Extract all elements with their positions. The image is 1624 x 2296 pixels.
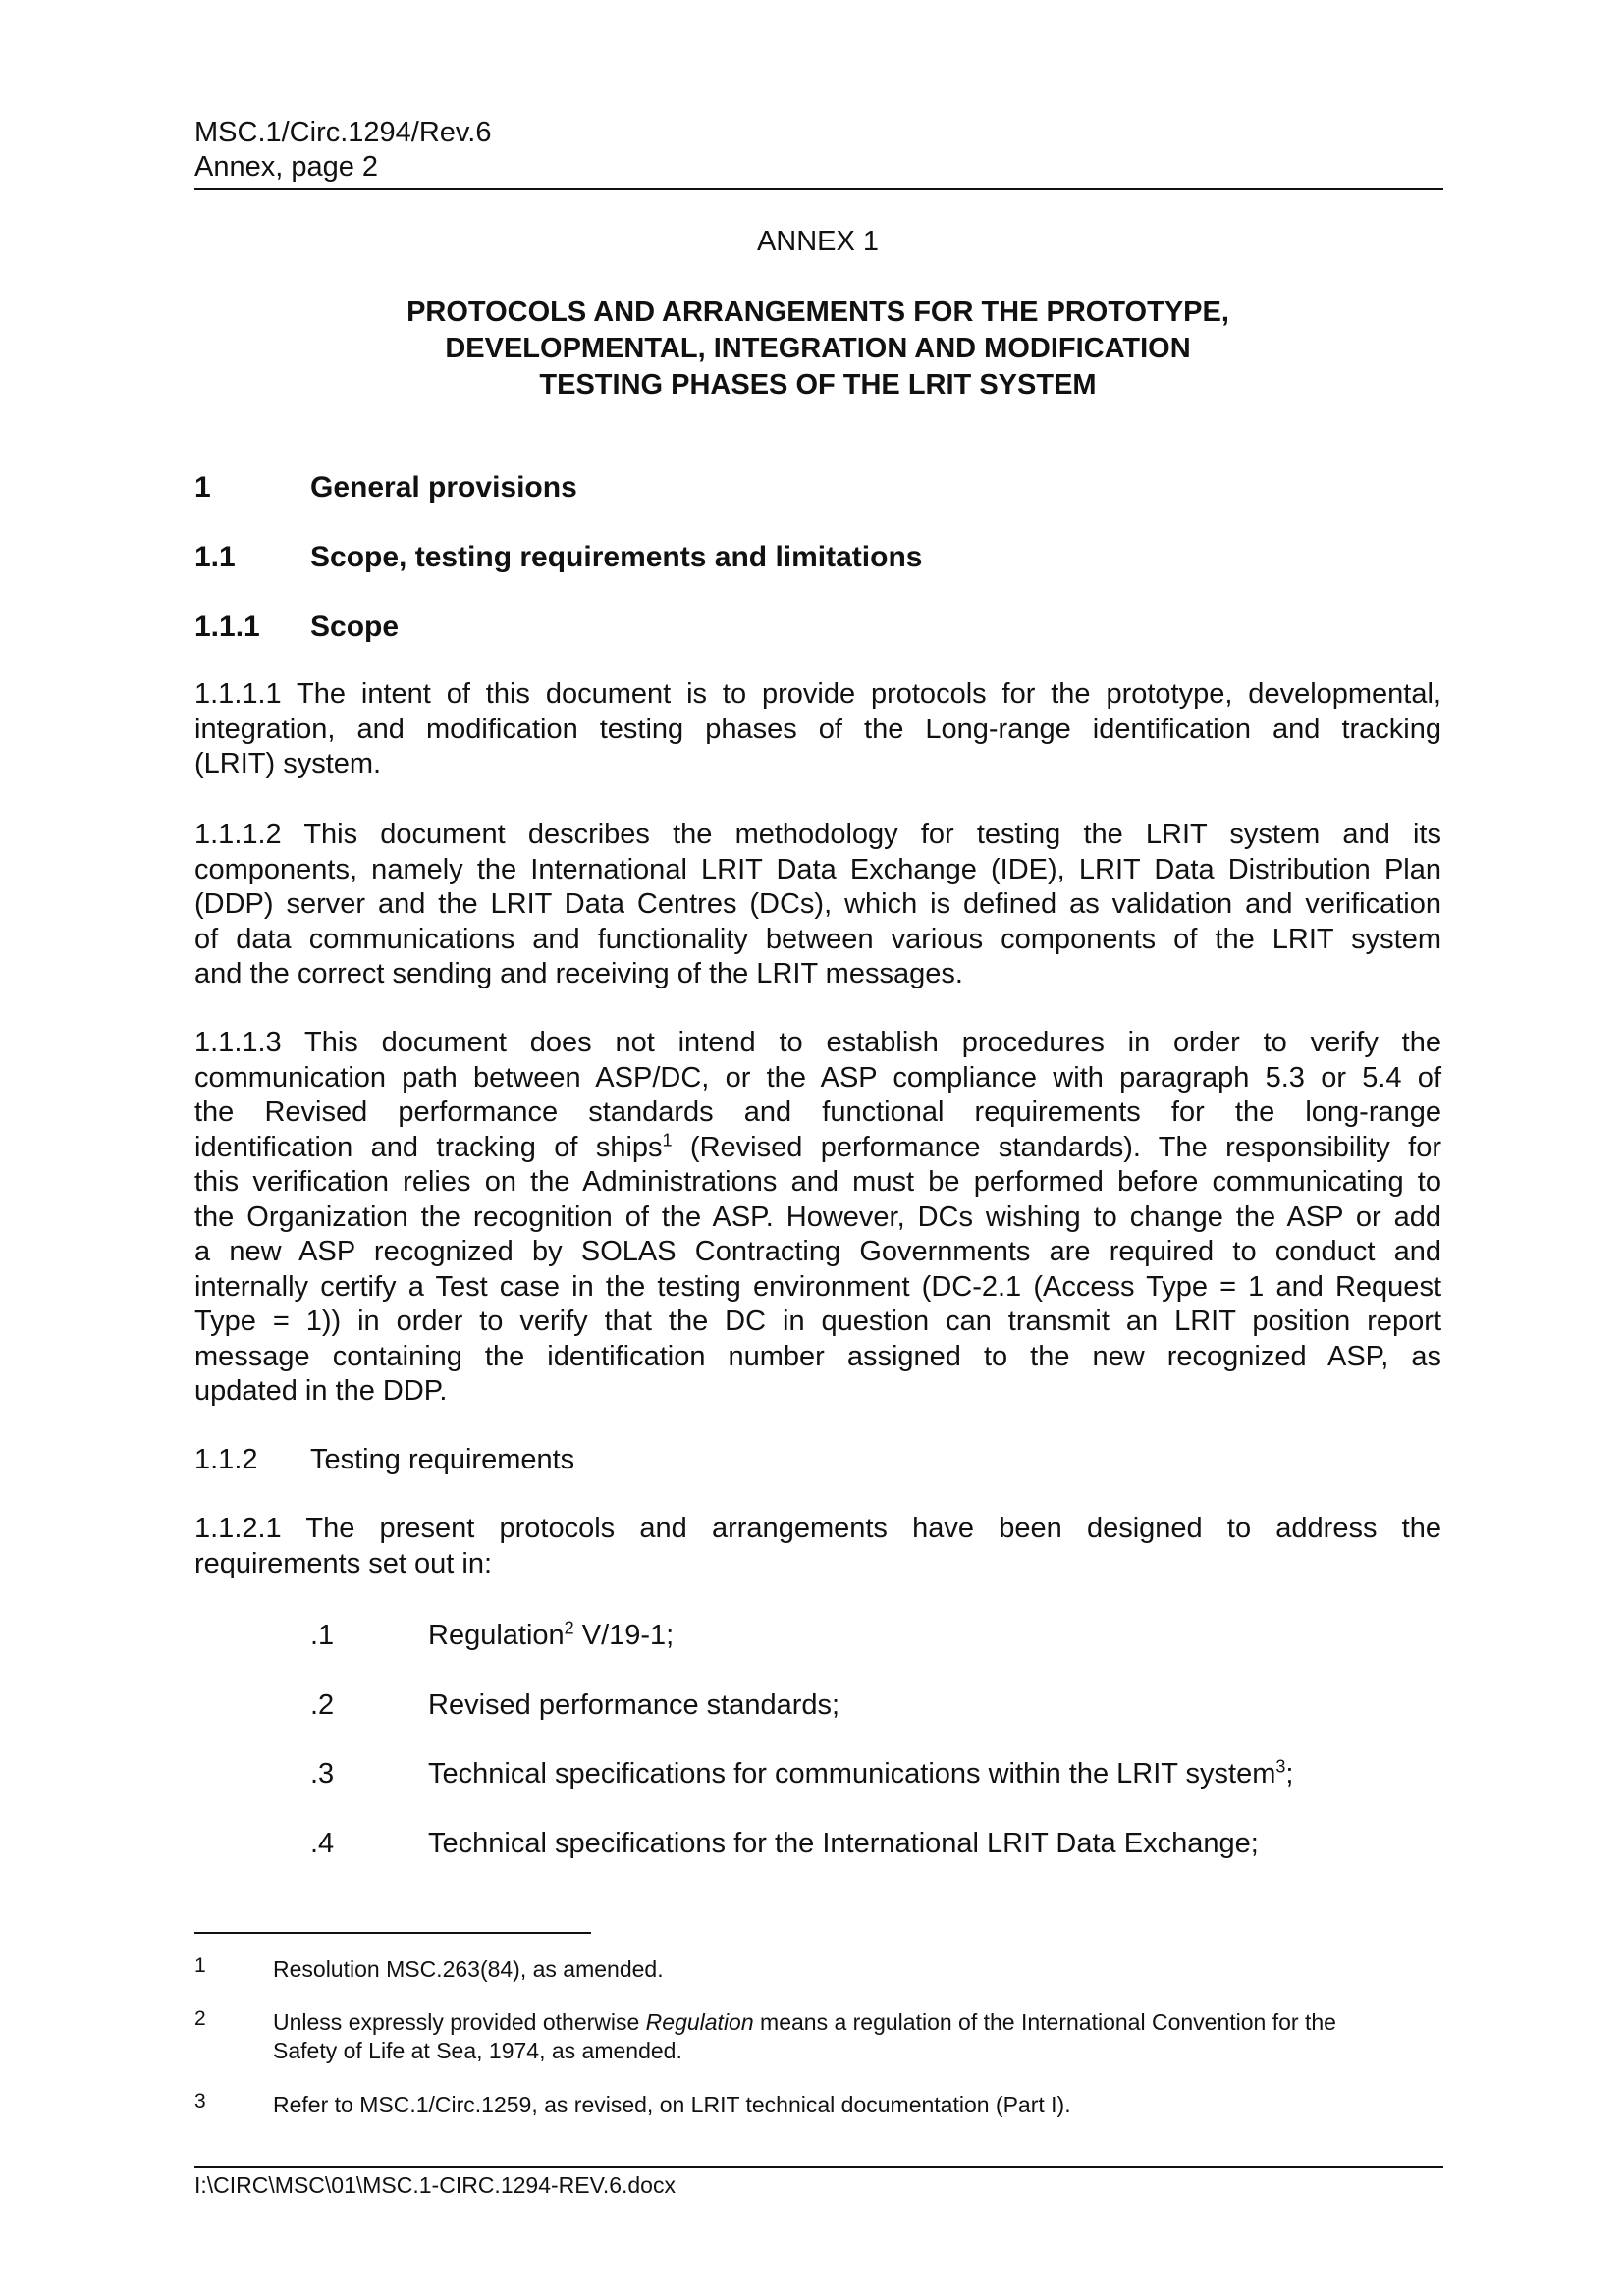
page-reference: Annex, page 2	[194, 151, 379, 183]
footnote-ref-2: 2	[564, 1618, 574, 1638]
footnote-separator	[194, 1932, 591, 1934]
section-title: Scope, testing requirements and limitations	[310, 541, 923, 573]
section-number: 1.1.2	[194, 1444, 258, 1475]
section-number: 1.1	[194, 541, 236, 573]
title-line-1: PROTOCOLS AND ARRANGEMENTS FOR THE PROTOTYPE,	[406, 296, 1229, 328]
footnote-ref-1: 1	[662, 1129, 673, 1149]
paragraph-1-1-1-3: 1.1.1.3 This document does not intend to establish procedures in order to verify the communication path between ASP/DC, or the ASP compliance with paragraph 5.3 or 5.4 of the Revised performance standards and functional requirements for the long-range identification and tracking of ships$^1$ (Revised performance standards). The responsibility for this verification relies on the Administrations and must be performed before communicating to the Organization the recognition of the ASP. However, DCs wishing to change the ASP or add a new ASP recognized by SOLAS Contracting Governments are required to conduct and internally certify a Test case in the testing environment (DC-2.1 (Access Type = 1 and Request Type = 1)) in order to verify that the DC in question can transmit an LRIT position report message containing the identification number assigned to the new recognized ASP, as updated in the DDP.	[194, 1027, 1441, 1407]
section-title: Testing requirements	[310, 1444, 575, 1475]
doc-reference: MSC.1/Circ.1294/Rev.6	[194, 117, 492, 148]
section-number: 1.1.1	[194, 611, 260, 643]
running-header	[194, 116, 491, 185]
header-rule	[194, 188, 1443, 190]
title-line-3: TESTING PHASES OF THE LRIT SYSTEM	[539, 369, 1097, 400]
line-with-footnote-ref: identification and tracking of ships$^1$ (Revised performance standards). The responsibility for	[194, 1129, 1441, 1163]
section-title: Scope	[310, 611, 400, 643]
file-path: I:\CIRC\MSC\01\MSC.1-CIRC.1294-REV.6.docx	[194, 2172, 676, 2198]
section-title: General provisions	[310, 471, 577, 504]
paragraph-1-1-1-1: 1.1.1.1 The intent of this document is to provide protocols for the prototype, developmental, integration, and modification testing phases of the Long-range identification and tracking (LRIT) system.	[194, 678, 1441, 779]
paragraph-1-1-1-2: 1.1.1.2 This document describes the methodology for testing the LRIT system and its components, namely the International LRIT Data Exchange (IDE), LRIT Data Distribution Plan (DDP) server and the LRIT Data Centres (DCs), which is defined as validation and verification of data communications and functionality between various components of the LRIT system and the correct sending and receiving of the LRIT messages.	[194, 819, 1441, 989]
section-number: 1	[194, 471, 211, 504]
document-title	[194, 294, 1441, 403]
footer-rule	[194, 2166, 1443, 2168]
paragraph-1-1-2-1: 1.1.2.1 The present protocols and arrangements have been designed to address the requirements set out in:	[194, 1513, 1441, 1579]
document-page: MSC.1/Circ.1294/Rev.6 Annex, page 2 ANNEX 1 PROTOCOLS AND ARRANGEMENTS FOR THE PROTOTYPE, DEVELOPMENTAL, INTEGRATION AND MODIFICATION TESTING PHASES OF THE LRIT SYSTEM 1 General provisions 1.1 Scope, testing requirements and limitations 1.1.1 Scope 1.1.1.1 The intent of this document is to provide protocols for the prototype, developmental, integration, and modification testing phases of the Long-range identification and tracking (LRIT) system. 1.1.1.2 This document describes the methodology for testing the LRIT system and its components, namely the International LRIT Data Exchange (IDE), LRIT Data Distribution Plan (DDP) server and the LRIT Data Centres (DCs), which is defined as validation and verification of data communications and functionality between various components of the LRIT system and the correct sending and receiving of the LRIT messages. 1.1.1.3 This document does not intend to establish procedures in order to verify the communication path between ASP/DC, or the ASP compliance with paragraph 5.3 or 5.4 of the Revised performance standards and functional requirements for the long-range identification and tracking of ships$^1$ (Revised performance standards). The responsibility for this verification relies on the Administrations and must be performed before communicating to the Organization the recognition of the ASP. However, DCs wishing to change the ASP or add a new ASP recognized by SOLAS Contracting Governments are required to conduct and internally certify a Test case in the testing environment (DC-2.1 (Access Type = 1 and Request Type = 1)) in order to verify that the DC in question can transmit an LRIT position report message containing the identification number assigned to the new recognized ASP, as updated in the DDP. 1.1.2 Testing requirements 1.1.2.1 The present protocols and arrangements have been designed to address the requirements set out in: .1 Regulation$^2$ V/19-1; .2 Revised performance standards; .3 Technical specifications for communications within the LRIT system$^3$; .4 Technical specifications for the International LRIT Data Exchange; 1 Resolution MSC.263(84), as amended. 2 Unless expressly provided otherwise Regulation means a regulation of the International Convention for the Safety of Life at Sea, 1974, as amended. 3 Refer to MSC.1/Circ.1259, as revised, on LRIT technical documentation (Part I). I:\CIRC\MSC\01\MSC.1-CIRC.1294-REV.6.docx	[194, 117, 1441, 2198]
annex-label: ANNEX 1	[756, 226, 880, 257]
title-line-2: DEVELOPMENTAL, INTEGRATION AND MODIFICATION	[445, 333, 1191, 364]
footnote-ref-3: 3	[1275, 1756, 1286, 1777]
